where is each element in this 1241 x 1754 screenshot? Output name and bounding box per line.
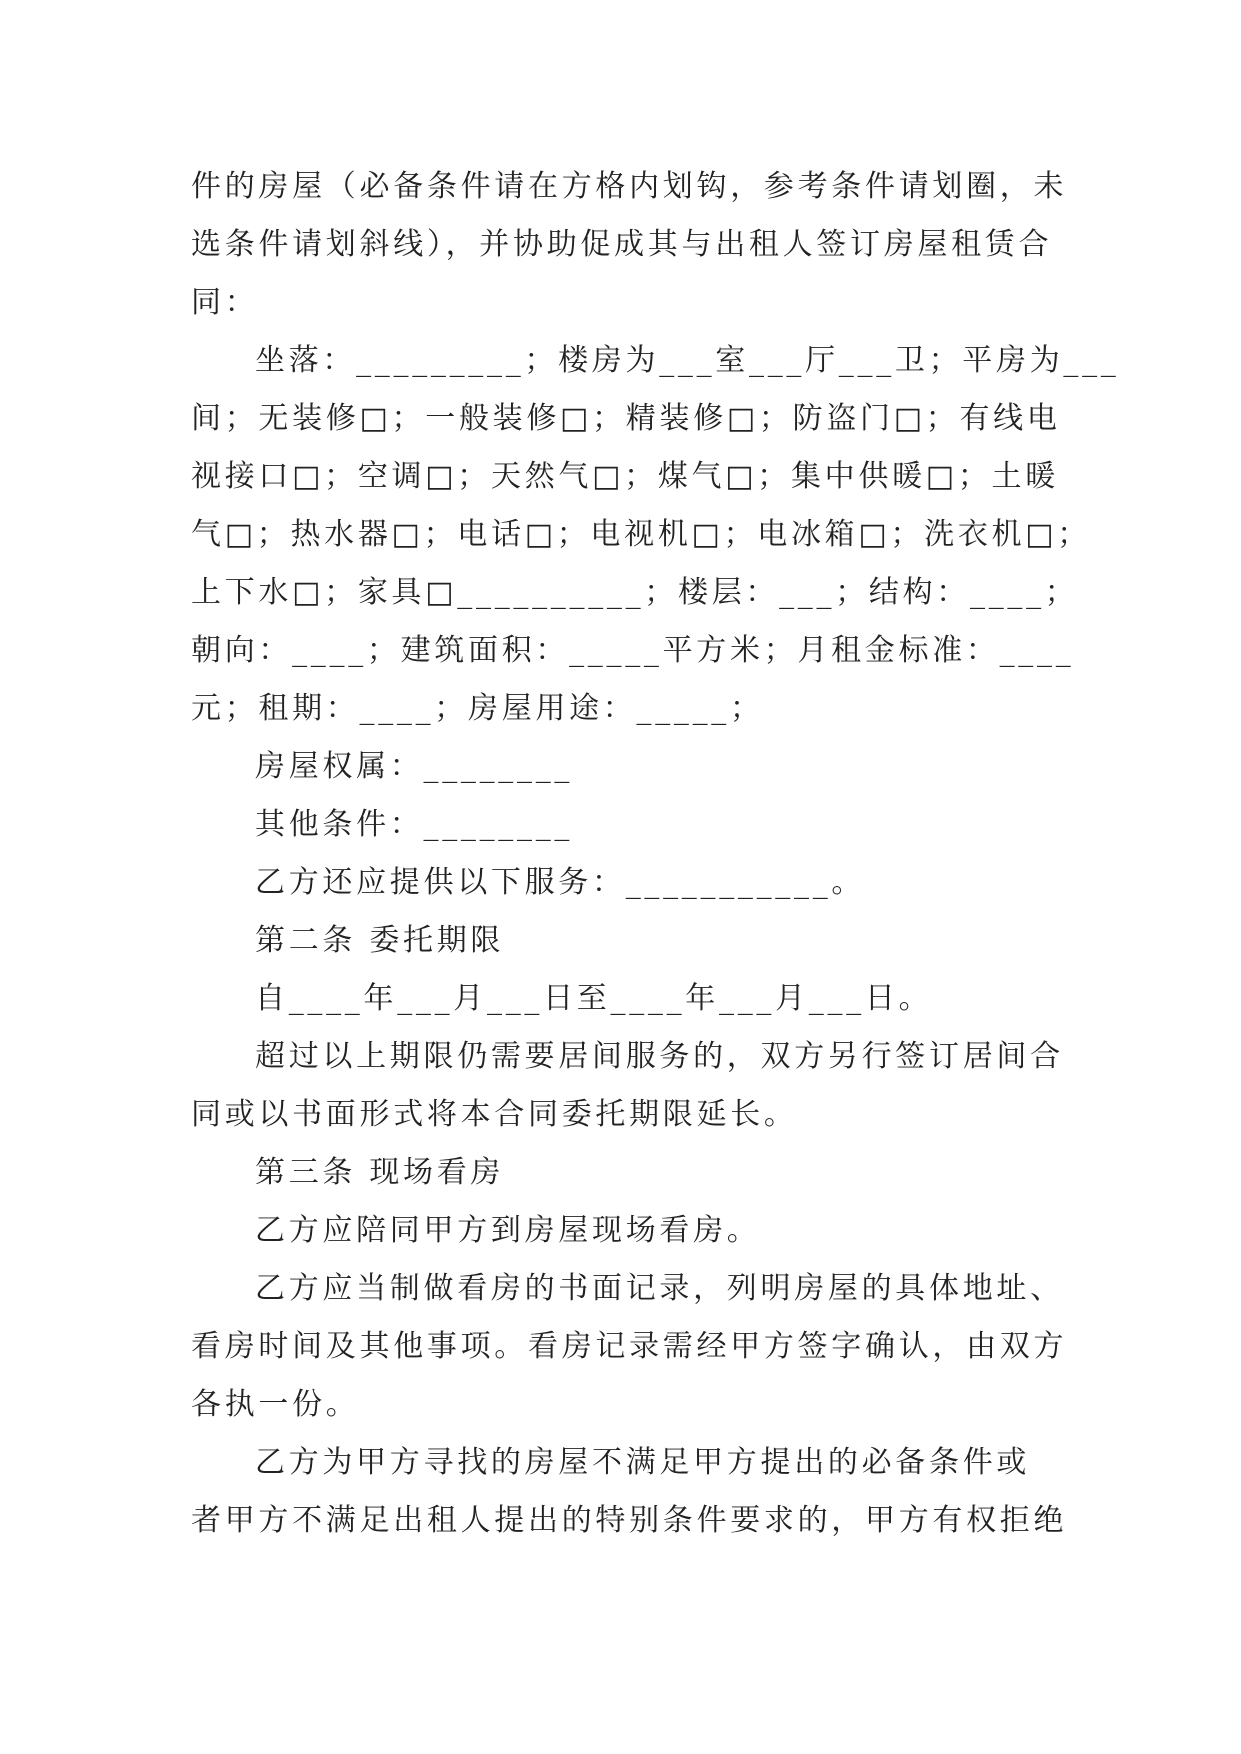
text-line: 房屋权属：________ [255, 749, 574, 784]
text-line: 元；租期：____；房屋用途：_____； [191, 691, 764, 726]
text-line: 朝向：____；建筑面积：_____平方米；月租金标准：____ [191, 633, 1075, 668]
text-line: 同： [191, 285, 259, 320]
section-heading: 第三条 现场看房 [255, 1155, 505, 1190]
text-line: 超过以上期限仍需要居间服务的，双方另行签订居间合 [255, 1039, 1064, 1074]
text-line: 选条件请划斜线），并协助促成其与出租人签订房屋租赁合 [191, 227, 1053, 262]
text-line: 乙方应陪同甲方到房屋现场看房。 [255, 1213, 761, 1248]
text-line: 看房时间及其他事项。看房记录需经甲方签字确认，由双方 [191, 1329, 1068, 1364]
text-line: 件的房屋（必备条件请在方格内划钩，参考条件请划圈，未 [191, 169, 1068, 204]
text-line: 间；无装修□；一般装修□；精装修□；防盗门□；有线电 [191, 401, 1061, 436]
section-heading: 第二条 委托期限 [255, 923, 505, 958]
text-line: 气□；热水器□；电话□；电视机□；电冰箱□；洗衣机□； [191, 517, 1091, 552]
text-line: 上下水□；家具□__________；楼层：___；结构：____； [191, 575, 1079, 610]
text-line: 乙方应当制做看房的书面记录，列明房屋的具体地址、 [255, 1271, 1064, 1306]
text-line: 各执一份。 [191, 1387, 360, 1422]
text-line: 乙方为甲方寻找的房屋不满足甲方提出的必备条件或 [255, 1445, 1031, 1480]
text-line: 其他条件：________ [255, 807, 574, 842]
document-body [191, 158, 1120, 1550]
text-line: 自____年___月___日至____年___月___日。 [255, 981, 933, 1016]
text-line: 同或以书面形式将本合同委托期限延长。 [191, 1097, 798, 1132]
text-line: 者甲方不满足出租人提出的特别条件要求的，甲方有权拒绝 [191, 1503, 1068, 1538]
text-line: 乙方还应提供以下服务：___________。 [255, 865, 866, 900]
text-line: 视接口□；空调□；天然气□；煤气□；集中供暖□；土暖 [191, 459, 1059, 494]
text-line: 坐落：_________；楼房为___室___厅___卫；平房为___ [255, 343, 1120, 378]
